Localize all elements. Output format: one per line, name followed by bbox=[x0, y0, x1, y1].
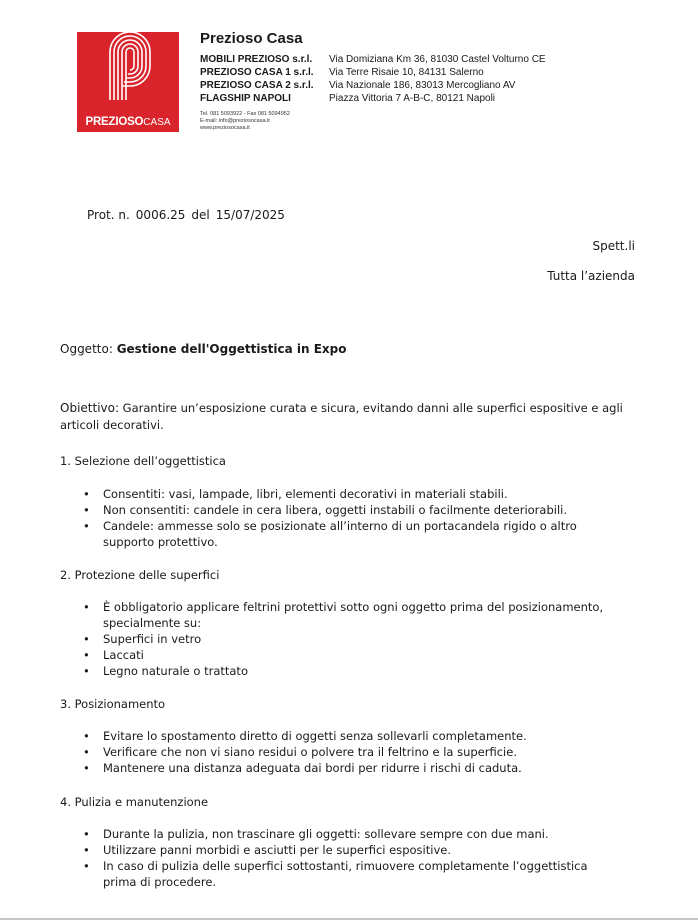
list-item: • Verificare che non vi siano residui o polvere tra il feltrino e la superficie. bbox=[103, 744, 623, 760]
list-item: • Durante la pulizia, non trascinare gli oggetti: sollevare sempre con due mani. bbox=[103, 826, 623, 842]
list-item: • Utilizzare panni morbidi e asciutti per le superfici espositive. bbox=[103, 842, 623, 858]
logo-text-strong: PREZIOSO bbox=[85, 116, 144, 128]
list-item: • Evitare lo spostamento diretto di oggetti senza sollevarli completamente. bbox=[103, 728, 623, 744]
entity-address: Piazza Vittoria 7 A-B-C, 80121 Napoli bbox=[329, 93, 496, 104]
contact-phone: Tel. 081 5093922 - Fax 081 5094952 bbox=[200, 111, 290, 117]
subject-line bbox=[60, 341, 347, 357]
entity-address: Via Domiziana Km 36, 81030 Castel Volturno CE bbox=[329, 54, 546, 65]
list-item: • Laccati bbox=[103, 647, 623, 663]
protocol-prefix: Prot. n. bbox=[87, 208, 130, 222]
entity-row bbox=[200, 66, 580, 79]
section-title: 2. Protezione delle superfici bbox=[60, 568, 220, 582]
recipient-line-2: Tutta l’azienda bbox=[547, 269, 635, 283]
protocol-date: 15/07/2025 bbox=[215, 208, 285, 222]
list-item: • In caso di pulizia delle superfici sottostanti, rimuovere completamente l’oggettistica prima di procedere. bbox=[103, 858, 623, 890]
objective-label: Obiettivo: bbox=[60, 401, 120, 415]
entity-address: Via Terre Risaie 10, 84131 Salerno bbox=[329, 67, 484, 78]
entity-address: Via Nazionale 186, 83013 Mercogliano AV bbox=[329, 80, 516, 91]
objective-paragraph bbox=[60, 400, 650, 434]
section-title: 3. Posizionamento bbox=[60, 697, 166, 711]
section-title: 4. Pulizia e manutenzione bbox=[60, 795, 209, 809]
list-item: • Consentiti: vasi, lampade, libri, elementi decorativi in materiali stabili. bbox=[103, 486, 623, 502]
subject-value: Gestione dell'Oggettistica in Expo bbox=[116, 342, 347, 356]
section-2-list bbox=[103, 599, 623, 679]
contact-email[interactable]: E-mail: info@preziosocasa.it bbox=[200, 118, 270, 124]
entity-name: PREZIOSO CASA 1 s.r.l. bbox=[200, 67, 314, 78]
logo-wordmark bbox=[82, 110, 174, 129]
section-title: 1. Selezione dell’oggettistica bbox=[60, 454, 226, 468]
contact-website[interactable]: www.preziosocasa.it bbox=[200, 125, 250, 131]
section-3-list bbox=[103, 728, 623, 776]
protocol-line bbox=[87, 207, 291, 223]
subject-label: Oggetto: bbox=[60, 342, 113, 356]
company-entities bbox=[200, 53, 580, 105]
entity-row bbox=[200, 92, 580, 105]
entity-name: PREZIOSO CASA 2 s.r.l. bbox=[200, 80, 314, 91]
list-item: • È obbligatorio applicare feltrini protettivi sotto ogni oggetto prima del posizionamento, specialmente su: bbox=[103, 599, 623, 631]
page-bottom-divider bbox=[0, 918, 698, 920]
objective-text: Garantire un’esposizione curata e sicura, evitando danni alle superfici espositive e agli articoli decorativi. bbox=[60, 401, 623, 432]
contact-info bbox=[200, 111, 290, 132]
protocol-connector: del bbox=[191, 208, 210, 222]
section-4-list bbox=[103, 826, 623, 890]
entity-name: FLAGSHIP NAPOLI bbox=[200, 93, 291, 104]
prezioso-casa-logo bbox=[77, 32, 179, 132]
list-item: • Superfici in vetro bbox=[103, 631, 623, 647]
entity-name: MOBILI PREZIOSO s.r.l. bbox=[200, 54, 313, 65]
protocol-number: 0006.25 bbox=[135, 208, 186, 222]
company-name: Prezioso Casa bbox=[200, 30, 303, 47]
list-item: • Mantenere una distanza adeguata dai bordi per ridurre i rischi di caduta. bbox=[103, 760, 623, 776]
list-item: • Non consentiti: candele in cera libera, oggetti instabili o facilmente deteriorabili. bbox=[103, 502, 623, 518]
list-item: • Candele: ammesse solo se posizionate all’interno di un portacandela rigido o altro supporto protettivo. bbox=[103, 518, 623, 550]
entity-row bbox=[200, 79, 580, 92]
entity-row bbox=[200, 53, 580, 66]
section-1-list bbox=[103, 486, 623, 550]
recipient-line-1: Spett.li bbox=[592, 239, 635, 253]
logo-text-light: CASA bbox=[143, 117, 171, 128]
list-item: • Legno naturale o trattato bbox=[103, 663, 623, 679]
